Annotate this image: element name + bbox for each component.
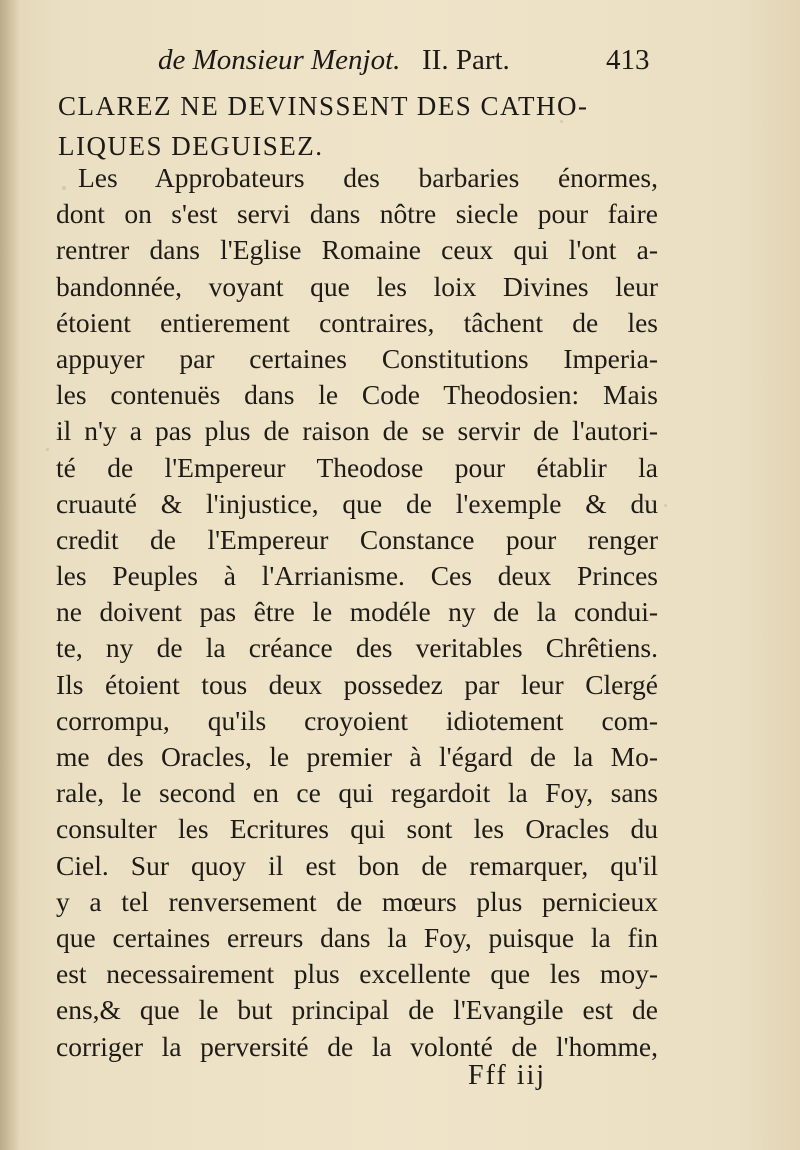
heading-line-1: CLAREZ NE DEVINSSENT DES CATHO- (58, 91, 589, 121)
text-line: dont on s'est servi dans nôtre siecle pour faire (56, 198, 658, 230)
paper-speck (46, 448, 49, 451)
text-line: te, ny de la créance des veritables Chrêtiens. (56, 632, 658, 664)
heading-line-2: LIQUES DEGUISEZ. (58, 131, 324, 161)
page-number: 413 (606, 44, 650, 76)
text-line: ens,& que le but principal de l'Evangile est de (56, 994, 658, 1026)
text-line: corrompu, qu'ils croyoient idiotement com- (56, 704, 658, 736)
text-line: Les Approbateurs des barbaries énormes, (78, 162, 658, 193)
text-line: les contenuës dans le Code Theodosien: Mais (56, 379, 658, 411)
text-line: corriger la perversité de la volonté de l'homme, (56, 1030, 658, 1062)
text-line: cruauté & l'injustice, que de l'exemple & du (56, 487, 658, 519)
text-line: que certaines erreurs dans la Foy, puisque la fin (56, 921, 658, 953)
text-line: Ils étoient tous deux possedez par leur Clergé (56, 668, 658, 700)
text-line: Ciel. Sur quoy il est bon de remarquer, qu'il (56, 849, 658, 881)
section-heading (58, 86, 678, 166)
text-line: est necessairement plus excellente que les moy- (56, 958, 658, 990)
running-head-title: de Monsieur Menjot. (158, 44, 401, 76)
text-line: appuyer par certaines Constitutions Imperia- (56, 342, 658, 374)
text-line: me des Oracles, le premier à l'égard de la Mo- (56, 741, 658, 772)
text-line: rale, le second en ce qui regardoit la Foy, sans (56, 777, 658, 809)
page-gutter-shadow (0, 0, 20, 1150)
text-line: té de l'Empereur Theodose pour établir la (56, 451, 658, 483)
paper-speck (62, 186, 66, 190)
text-line: bandonnée, voyant que les loix Divines leur (56, 270, 658, 302)
paper-speck (664, 504, 667, 507)
text-line: étoient entierement contraires, tâchent de les (56, 306, 658, 338)
text-line: les Peuples à l'Arrianisme. Ces deux Princes (56, 560, 658, 592)
text-line: il n'y a pas plus de raison de se servir de l'autori- (56, 415, 658, 447)
paper-speck (560, 120, 563, 123)
text-line: credit de l'Empereur Constance pour renger (56, 523, 658, 555)
text-line: ne doivent pas être le modéle ny de la condui- (56, 596, 658, 628)
body-text (56, 160, 658, 1065)
text-line: rentrer dans l'Eglise Romaine ceux qui l'ont a- (56, 234, 658, 266)
signature-mark: Fff iij (468, 1060, 547, 1091)
running-head (0, 44, 800, 84)
running-head-part: II. Part. (422, 44, 510, 76)
text-line: y a tel renversement de mœurs plus pernicieux (56, 885, 658, 917)
text-line: consulter les Ecritures qui sont les Oracles du (56, 813, 658, 845)
